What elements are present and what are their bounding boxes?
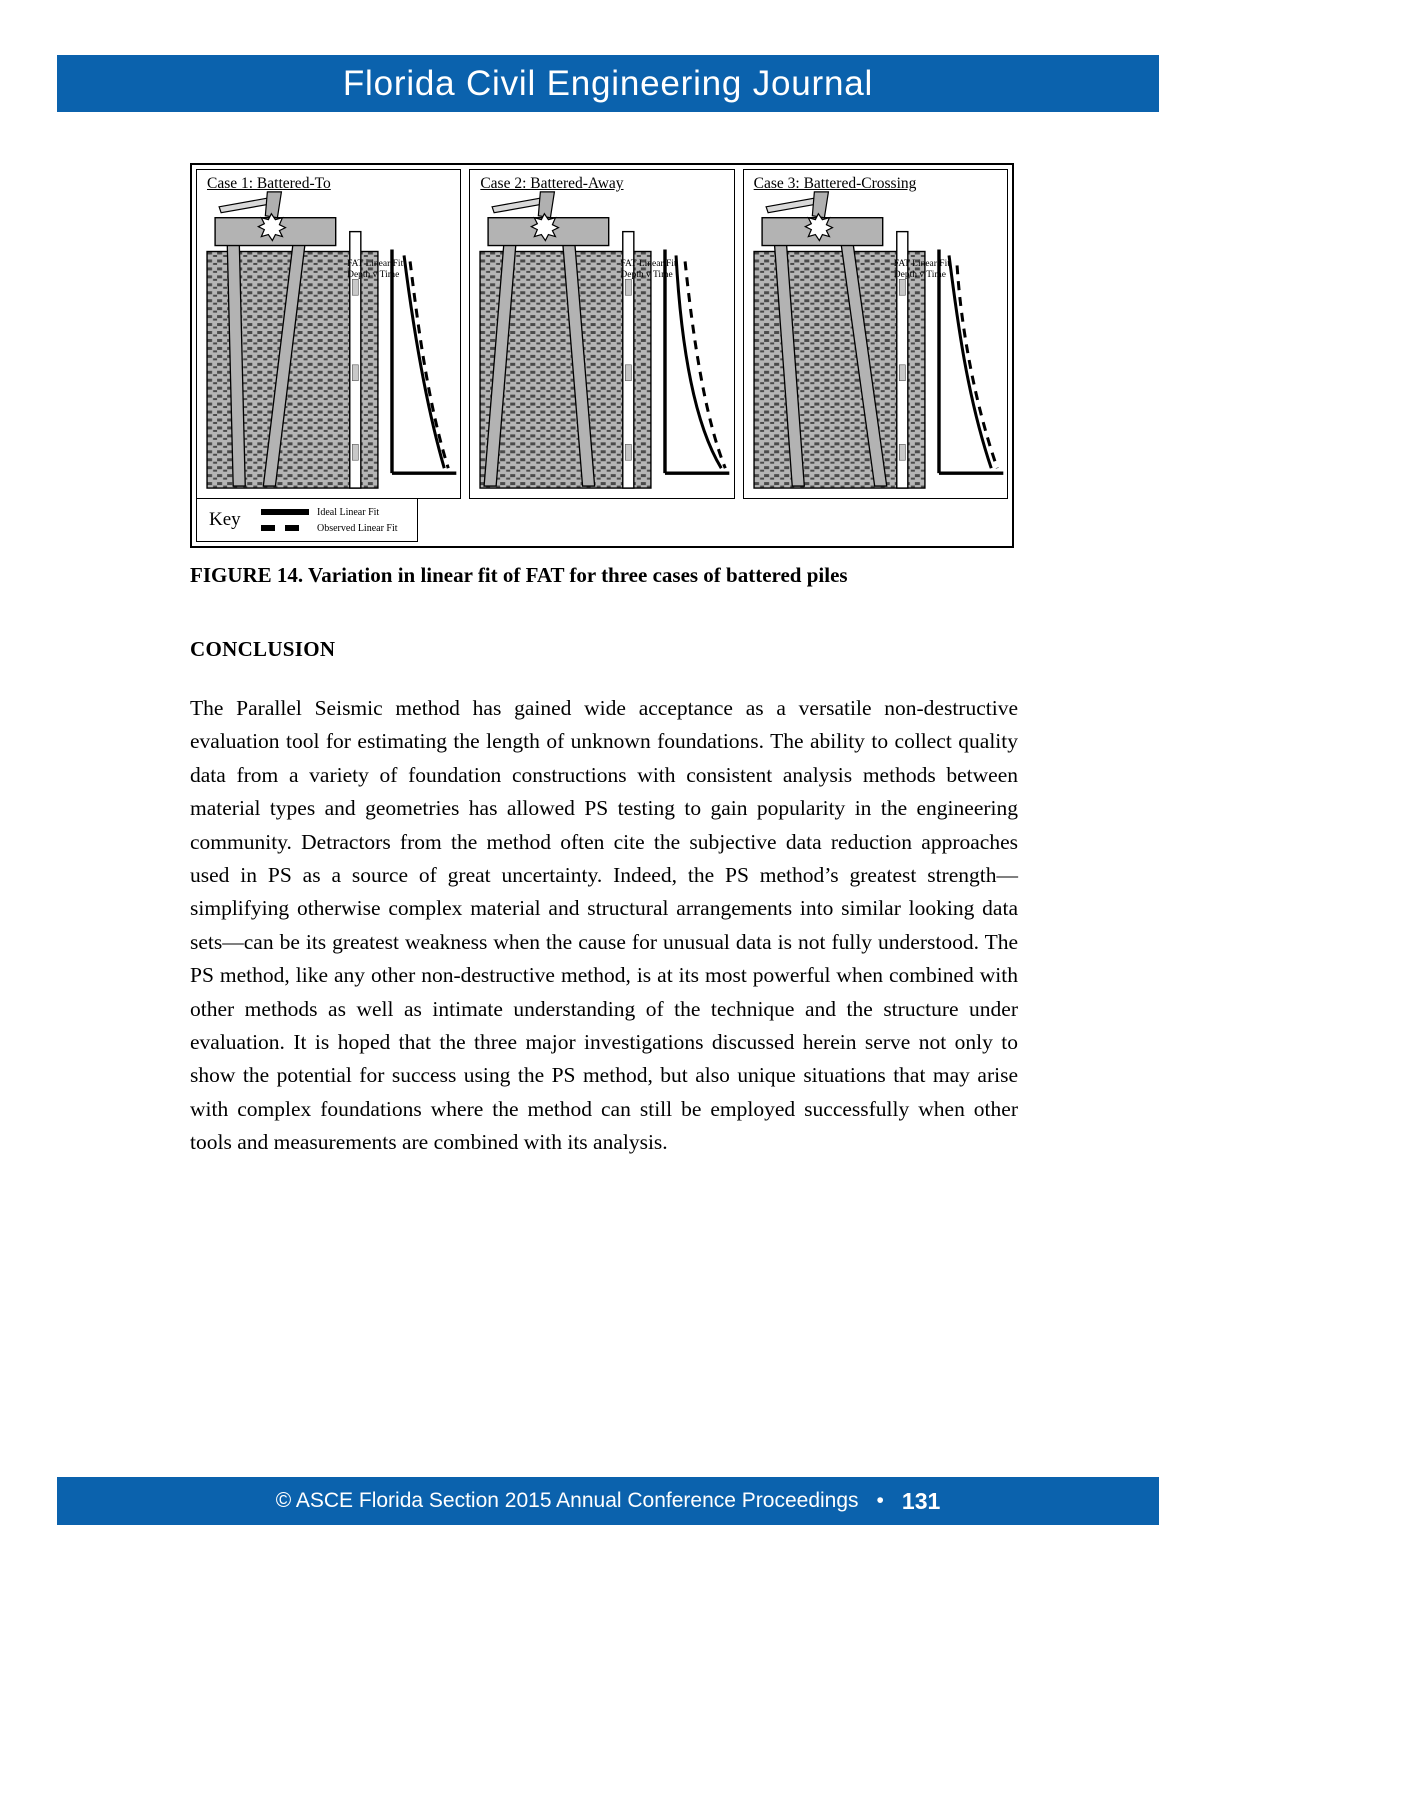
receiver-2b [626, 365, 632, 381]
key-entry-ideal-label: Ideal Linear Fit [317, 506, 380, 518]
key-entries [259, 504, 413, 536]
dashed-line-icon [259, 520, 311, 536]
hammer-head-2 [539, 192, 555, 218]
receiver-1b [352, 365, 358, 381]
key-entry-observed-label: Observed Linear Fit [317, 522, 398, 534]
hammer-head-1 [265, 192, 281, 218]
hammer-handle-2 [492, 198, 544, 213]
case-panel-1-title: Case 1: Battered-To [207, 175, 331, 192]
figure-14 [190, 163, 1014, 548]
solid-line-icon [259, 504, 311, 520]
fat-observed-curve-1 [410, 261, 448, 468]
receiver-1c [352, 444, 358, 460]
footer-separator-bullet: • [876, 1489, 884, 1512]
case-3-plot-label-line2: Depth v Time [893, 270, 947, 281]
case-3-diagram [744, 170, 1007, 498]
receiver-3b [899, 365, 905, 381]
case-1-plot-label [347, 259, 403, 283]
case-1-plot-label-line2: Depth v Time [347, 270, 400, 281]
journal-title: Florida Civil Engineering Journal [342, 63, 874, 103]
figure-key [196, 498, 418, 542]
case-2-plot-label [620, 259, 676, 283]
conclusion-paragraph: The Parallel Seismic method has gained wide acceptance as a versatile non-destructive evaluation tool for estimating the length of unknown foundations. The ability to collect quality data from a variety of foundation constructions with consistent analysis methods between material types and geometries has allowed PS testing to gain popularity in the engineering community. Detractors from the method often cite the subjective data reduction approaches used in PS as a source of great uncertainty. Indeed, the PS method’s greatest strength—simplifying otherwise complex material and structural arrangements into similar looking data sets—can be its greatest weakness when the cause for unusual data is not fully understood. The PS method, like any other non-destructive method, is at its most powerful when combined with other methods as well as intimate understanding of the technique and the structure under evaluation. It is hoped that the three major investigations discussed herein serve not only to show the potential for success using the PS method, but also unique situations that may arise with complex foundations where the method can still be employed successfully when other tools and measurements are combined with its analysis. [190, 696, 1018, 1155]
case-panel-2 [469, 169, 734, 499]
case-panel-3-title: Case 3: Battered-Crossing [753, 175, 917, 192]
case-3-plot-label [894, 259, 950, 283]
footer-proceedings-text: © ASCE Florida Section 2015 Annual Conference Proceedings [275, 1489, 859, 1512]
case-2-plot-label-line2: Depth v Time [620, 270, 673, 281]
case-2-diagram [470, 170, 733, 498]
hammer-handle-1 [219, 198, 271, 213]
hammer-handle-3 [766, 198, 818, 213]
case-1-diagram [197, 170, 460, 498]
key-entry-ideal [259, 504, 413, 520]
journal-header-banner [57, 55, 1159, 112]
case-panel-2-title: Case 2: Battered-Away [480, 175, 624, 192]
case-2-plot-label-line1: FAT Linear Fit [620, 258, 677, 269]
footer-page-number: 131 [901, 1487, 941, 1514]
case-3-plot-label-line1: FAT Linear Fit [893, 258, 950, 269]
figure-panels-row [196, 169, 1008, 499]
fat-observed-curve-3 [957, 265, 997, 468]
impact-burst-2 [532, 214, 559, 241]
page-footer-banner [57, 1477, 1159, 1525]
case-1-plot-label-line1: FAT Linear Fit [347, 258, 404, 269]
receiver-3c [899, 444, 905, 460]
impact-burst-3 [805, 214, 832, 241]
key-entry-observed [259, 520, 413, 536]
impact-burst-1 [258, 214, 285, 241]
hammer-head-3 [812, 192, 828, 218]
case-panel-1 [196, 169, 461, 499]
figure-caption: FIGURE 14. Variation in linear fit of FAT for three cases of battered piles [190, 563, 848, 587]
case-panel-3 [743, 169, 1008, 499]
key-label: Key [209, 509, 241, 530]
section-heading-conclusion: CONCLUSION [190, 637, 336, 661]
receiver-2c [626, 444, 632, 460]
